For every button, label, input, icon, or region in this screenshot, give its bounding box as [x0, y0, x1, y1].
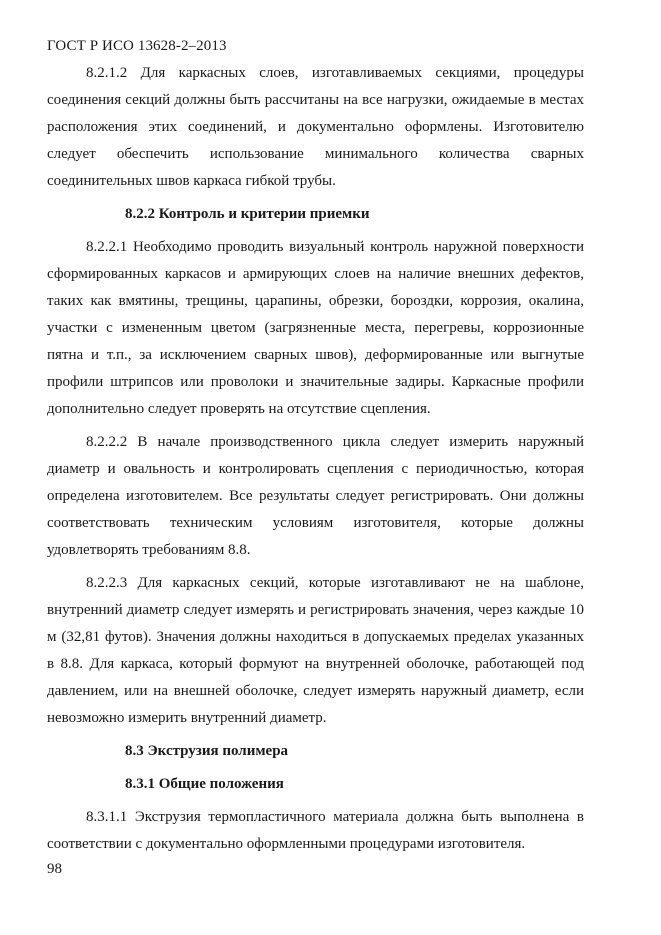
heading-number: 8.2.2: [125, 206, 155, 222]
paragraph-8-2-2-2: 8.2.2.2 В начале производственного цикла следует измерить наружный диаметр и овальность и контролировать сцепления с периодичностью, которая определена изготовителем. Все результаты следует регистрировать. Они должны соответствовать техническим условиям изготовителя, которые должны удовлетворять требованиям 8.8.: [47, 434, 584, 558]
page-content: [47, 60, 584, 864]
heading-8-3-1: [47, 771, 584, 798]
paragraph-8-3-1-1: 8.3.1.1 Экструзия термопластичного материала должна быть выполнена в соответствии с документально оформленными процедурами изготовителя.: [47, 809, 584, 852]
heading-title: Контроль и критерии приемки: [158, 206, 370, 222]
page-header-standard: ГОСТ Р ИСО 13628-2–2013: [47, 38, 227, 54]
heading-title: Общие положения: [158, 776, 284, 792]
heading-8-2-2: [47, 201, 584, 228]
paragraph-8-2-2-1: 8.2.2.1 Необходимо проводить визуальный контроль наружной поверхности сформированных каркасов и армирующих слоев на наличие внешних дефектов, таких как вмятины, трещины, царапины, обрезки, бороздки, коррозия, окалина, участки с измененным цветом (загрязненные места, перегревы, коррозионные пятна и т.п., за исключением сварных швов), деформированные или выгнутые профили штрипсов или проволоки и значительные задиры. Каркасные профили дополнительно следует проверять на отсутствие сцепления.: [47, 239, 584, 417]
page-number: 98: [47, 861, 62, 877]
paragraph-8-2-1-2: 8.2.1.2 Для каркасных слоев, изготавливаемых секциями, процедуры соединения секций должны быть рассчитаны на все нагрузки, ожидаемые в местах расположения этих соединений, и документально оформлены. Изготовителю следует обеспечить использование минимального количества сварных соединительных швов каркаса гибкой трубы.: [47, 65, 584, 189]
heading-number: 8.3.1: [125, 776, 155, 792]
heading-title: Экструзия полимера: [147, 743, 289, 759]
paragraph-8-2-2-3: 8.2.2.3 Для каркасных секций, которые изготавливают не на шаблоне, внутренний диаметр следует измерять и регистрировать значения, через каждые 10 м (32,81 футов). Значения должны находиться в допускаемых пределах указанных в 8.8. Для каркаса, который формуют на внутренней оболочке, работающей под давлением, или на внешней оболочке, следует измерять наружный диаметр, если невозможно измерить внутренний диаметр.: [47, 575, 584, 726]
heading-8-3: [47, 738, 584, 765]
heading-number: 8.3: [125, 743, 144, 759]
